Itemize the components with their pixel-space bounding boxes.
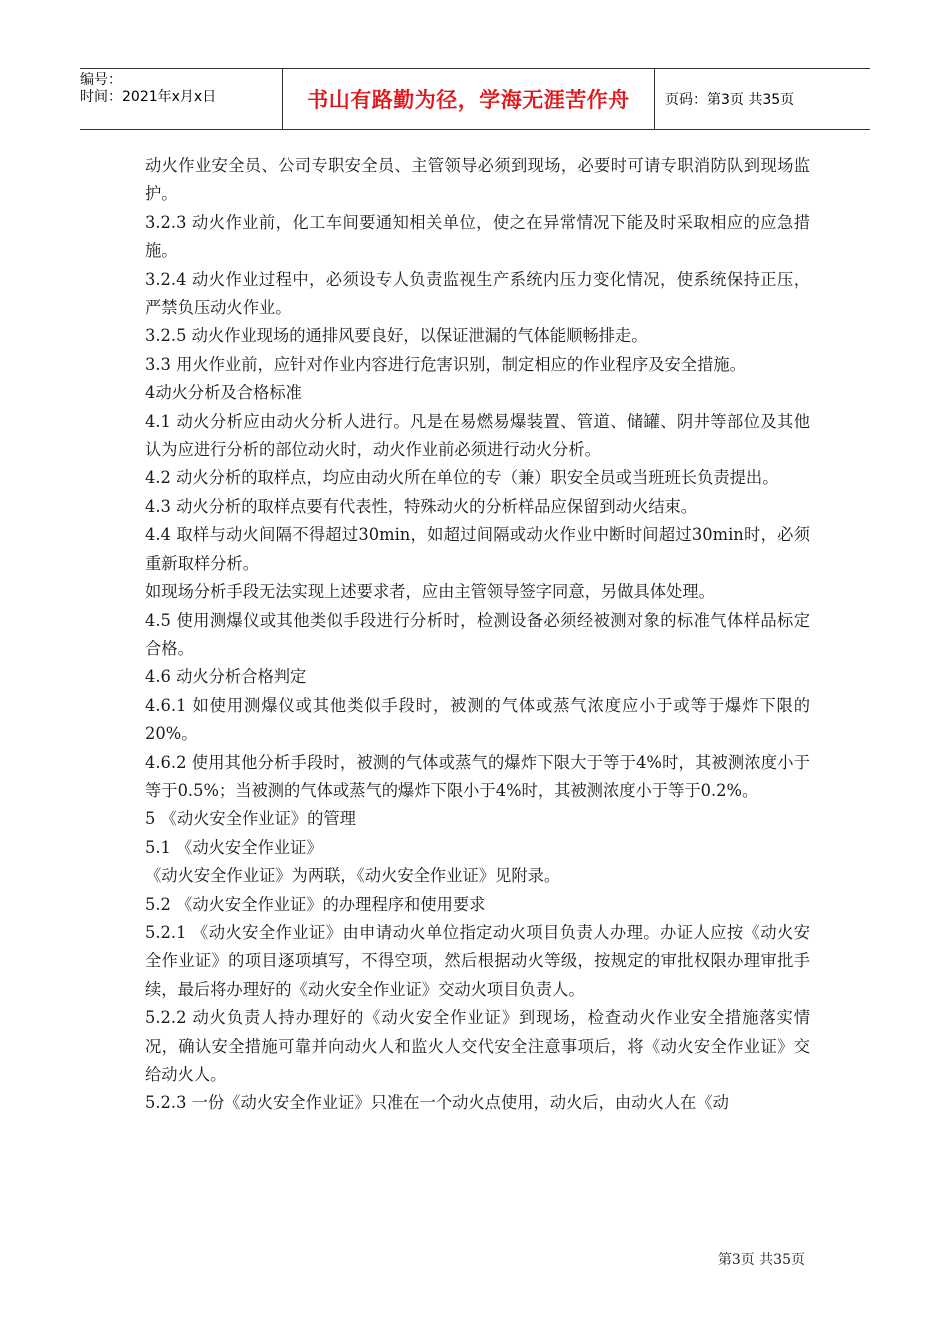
paragraph: 4.6.1 如使用测爆仪或其他类似手段时，被测的气体或蒸气浓度应小于或等于爆炸下限的20%。 (145, 695, 810, 744)
paragraph: 4.1 动火分析应由动火分析人进行。凡是在易燃易爆装置、管道、储罐、阴井等部位及其他认为应进行分析的部位动火时，动火作业前必须进行动火分析。 (145, 411, 810, 460)
paragraph: 4.2 动火分析的取样点，均应由动火所在单位的专（兼）职安全员或当班班长负责提出。 (145, 468, 779, 488)
header-page-number: 页码：第3页 共35页 (665, 92, 795, 108)
paragraph: 5.2.1 《动火安全作业证》由申请动火单位指定动火项目负责人办理。办证人应按《动火安全作业证》的项目逐项填写，不得空项，然后根据动火等级，按规定的审批权限办理审批手续，最后将办理好的《动火安全作业证》交动火项目负责人。 (145, 922, 810, 999)
paragraph: 4.6 动火分析合格判定 (145, 667, 307, 687)
paragraph: 《动火安全作业证》为两联，《动火安全作业证》见附录。 (145, 866, 561, 886)
header-meta (80, 69, 282, 129)
section-heading: 4动火分析及合格标准 (145, 383, 302, 403)
document-body (145, 152, 810, 1118)
paragraph: 动火作业安全员、公司专职安全员、主管领导必须到现场，必要时可请专职消防队到现场监护。 (145, 156, 810, 204)
paragraph: 3.2.3 动火作业前，化工车间要通知相关单位，使之在异常情况下能及时采取相应的应急措施。 (145, 212, 810, 261)
document-date: 时间：2021年x月x日 (80, 89, 217, 105)
section-heading: 5 《动火安全作业证》的管理 (145, 809, 356, 829)
document-number-label: 编号： (80, 72, 122, 88)
paragraph: 4.4 取样与动火间隔不得超过30min，如超过间隔或动火作业中断时间超过30min时，必须重新取样分析。 (145, 525, 810, 573)
page-header (80, 68, 870, 130)
paragraph: 3.2.5 动火作业现场的通排风要良好，以保证泄漏的气体能顺畅排走。 (145, 326, 648, 346)
paragraph: 如现场分析手段无法实现上述要求者，应由主管领导签字同意，另做具体处理。 (145, 582, 715, 602)
paragraph: 4.3 动火分析的取样点要有代表性，特殊动火的分析样品应保留到动火结束。 (145, 496, 698, 516)
paragraph: 3.2.4 动火作业过程中，必须设专人负责监视生产系统内压力变化情况，使系统保持正压，严禁负压动火作业。 (145, 269, 810, 318)
page-footer: 第3页 共35页 (717, 1252, 805, 1268)
paragraph: 4.5 使用测爆仪或其他类似手段进行分析时，检测设备必须经被测对象的标准气体样品标定合格。 (145, 610, 810, 658)
paragraph: 3.3 用火作业前，应针对作业内容进行危害识别，制定相应的作业程序及安全措施。 (145, 354, 746, 374)
header-motto: 书山有路勤为径，学海无涯苦作舟 (282, 69, 655, 129)
paragraph: 4.6.2 使用其他分析手段时，被测的气体或蒸气的爆炸下限大于等于4%时，其被测浓度小于等于0.5%；当被测的气体或蒸气的爆炸下限小于4%时，其被测浓度小于等于0.2%。 (145, 752, 810, 800)
paragraph: 5.2.3 一份《动火安全作业证》只准在一个动火点使用，动火后，由动火人在《动 (145, 1093, 729, 1113)
paragraph: 5.2 《动火安全作业证》的办理程序和使用要求 (145, 894, 486, 914)
paragraph: 5.2.2 动火负责人持办理好的《动火安全作业证》到现场，检查动火作业安全措施落实情况，确认安全措施可靠并向动火人和监火人交代安全注意事项后，将《动火安全作业证》交给动火人。 (145, 1008, 810, 1084)
paragraph: 5.1 《动火安全作业证》 (145, 837, 323, 857)
